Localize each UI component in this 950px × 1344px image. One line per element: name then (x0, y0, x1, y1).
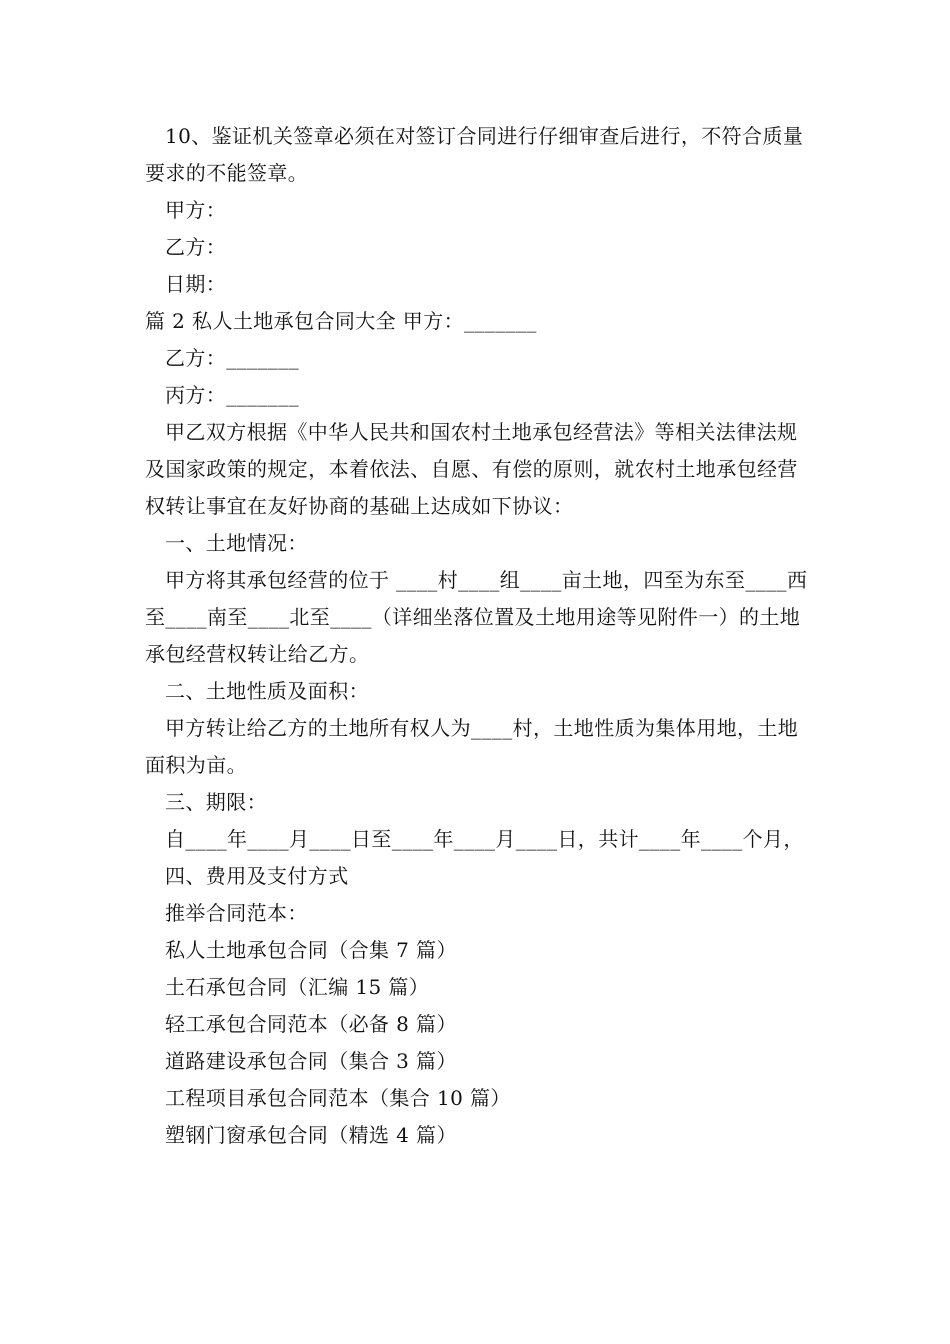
recommended-template-item: 工程项目承包合同范本（集合 10 篇） (165, 1086, 511, 1110)
recommended-template-item: 土石承包合同（汇编 15 篇） (165, 975, 430, 999)
paragraph-date: 日期： (165, 272, 227, 296)
recommended-template-item: 塑钢门窗承包合同（精选 4 篇） (165, 1123, 457, 1147)
paragraph-party-c-blank: 丙方：_______ (165, 383, 299, 407)
heading-land-situation: 一、土地情况： (165, 531, 308, 555)
recommended-template-item: 道路建设承包合同（集合 3 篇） (165, 1049, 457, 1073)
heading-term: 三、期限： (165, 790, 267, 814)
paragraph-agreement-intro: 甲乙双方根据《中华人民共和国农村土地承包经营法》等相关法律法规及国家政策的规定，本着依法、自愿、有偿的原则，就农村土地承包经营权转让事宜在友好协商的基础上达成如下协议： (145, 420, 798, 518)
paragraph-term: 自____年____月____日至____年____月____日，共计____年____个月， (165, 827, 804, 851)
heading-recommended-templates: 推举合同范本： (165, 901, 308, 925)
recommended-template-item: 轻工承包合同范本（必备 8 篇） (165, 1012, 457, 1036)
paragraph-party-b: 乙方： (165, 235, 227, 259)
paragraph-party-b-blank: 乙方：_______ (165, 346, 299, 370)
heading-fees-payment: 四、费用及支付方式 (165, 864, 349, 888)
heading-land-nature-area: 二、土地性质及面积： (165, 679, 369, 703)
paragraph-party-a: 甲方： (165, 198, 227, 222)
paragraph-land-situation: 甲方将其承包经营的位于 ____村____组____亩土地，四至为东至____西至____南至____北至____（详细坐落位置及土地用途等见附件一）的土地承包经营权转让给乙方。 (145, 568, 808, 666)
section-title-contract-2: 篇 2 私人土地承包合同大全 甲方：_______ (145, 309, 537, 333)
paragraph-appraisal-seal: 10、鉴证机关签章必须在对签订合同进行仔细审查后进行，不符合质量要求的不能签章。 (145, 124, 804, 185)
recommended-template-item: 私人土地承包合同（合集 7 篇） (165, 938, 457, 962)
paragraph-land-nature-area: 甲方转让给乙方的土地所有权人为____村，土地性质为集体用地，土地面积为亩。 (145, 716, 799, 777)
document-body (145, 118, 810, 1154)
